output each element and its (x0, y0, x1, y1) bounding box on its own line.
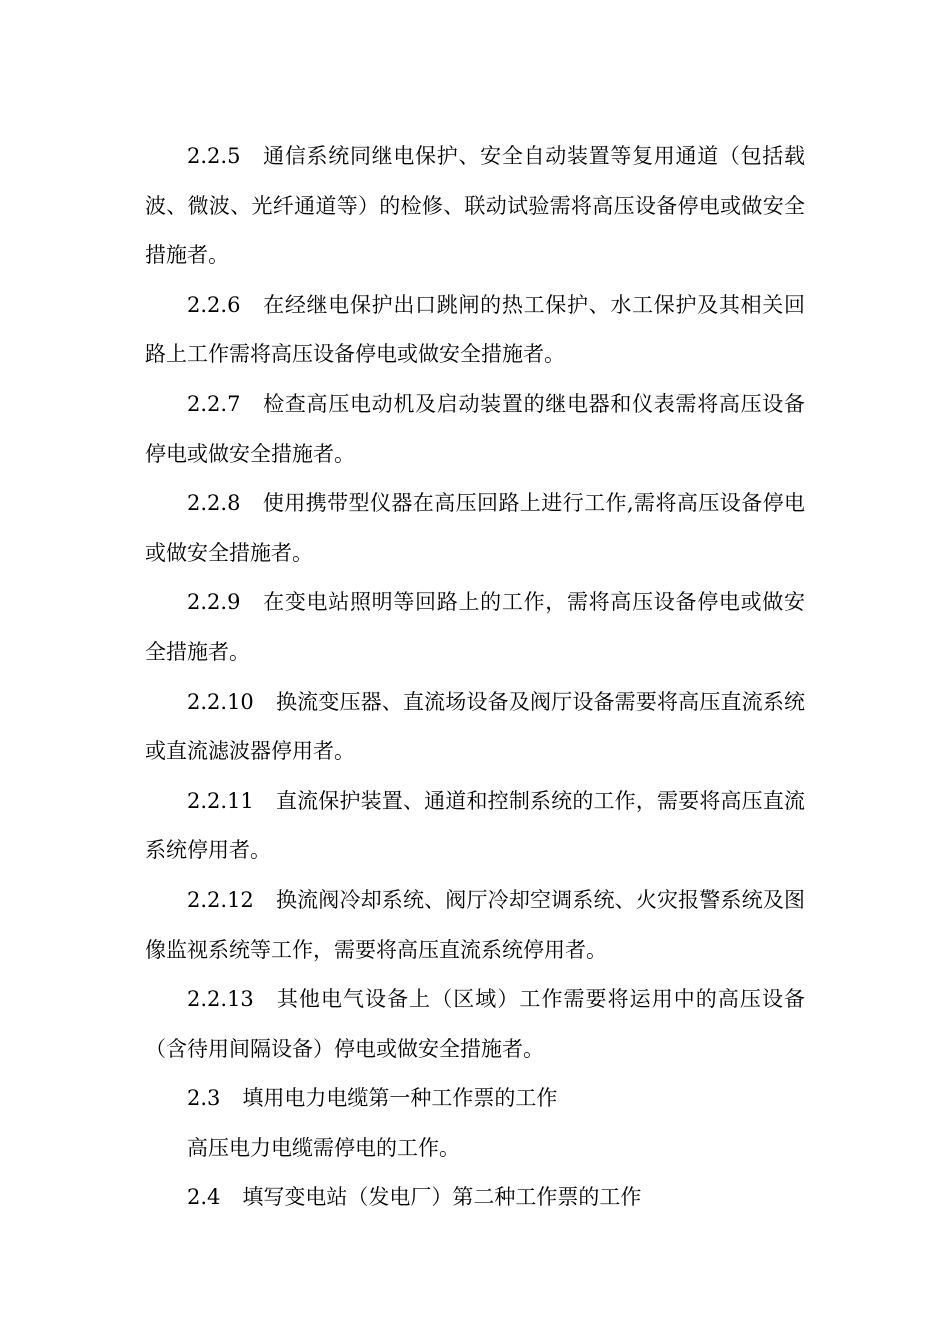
section-number: 2.4 (187, 1185, 221, 1210)
paragraph-2-2-13 (145, 975, 805, 1074)
paragraph-2-2-9 (145, 578, 805, 677)
paragraph-2-3 (145, 1074, 805, 1124)
clause-number: 2.2.13 (187, 987, 254, 1012)
section-number: 2.3 (187, 1086, 221, 1111)
paragraph-2-2-8 (145, 479, 805, 578)
clause-number: 2.2.5 (187, 144, 241, 168)
paragraph-2-3-body (145, 1124, 805, 1174)
body-text: 高压电力电缆需停电的工作。 (187, 1135, 460, 1160)
paragraph-2-2-5 (145, 132, 805, 281)
document-page (145, 132, 805, 1223)
clause-text: 换流变压器、直流场设备及阀厅设备需要将高压直流系统或直流滤波器停用者。 (145, 689, 805, 764)
clause-text: 直流保护装置、通道和控制系统的工作，需要将高压直流系统停用者。 (145, 788, 805, 863)
clause-text: 通信系统同继电保护、安全自动装置等复用通道（包括载波、微波、光纤通道等）的检修、联动试验需将高压设备停电或做安全措施者。 (145, 144, 805, 268)
clause-number: 2.2.6 (187, 292, 241, 317)
clause-number: 2.2.10 (187, 689, 254, 714)
clause-text: 其他电气设备上（区域）工作需要将运用中的高压设备（含待用间隔设备）停电或做安全措施者。 (145, 987, 805, 1061)
paragraph-2-2-6 (145, 281, 805, 380)
clause-text: 在变电站照明等回路上的工作，需将高压设备停电或做安全措施者。 (145, 590, 805, 664)
clause-number: 2.2.8 (187, 491, 241, 516)
paragraph-2-2-10 (145, 678, 805, 777)
section-heading: 填写变电站（发电厂）第二种工作票的工作 (242, 1185, 642, 1210)
clause-text: 检查高压电动机及启动装置的继电器和仪表需将高压设备停电或做安全措施者。 (145, 391, 805, 466)
clause-text: 使用携带型仪器在高压回路上进行工作,需将高压设备停电或做安全措施者。 (145, 491, 805, 565)
paragraph-2-2-12 (145, 876, 805, 975)
clause-number: 2.2.12 (187, 887, 254, 912)
paragraph-2-4 (145, 1173, 805, 1223)
clause-text: 在经继电保护出口跳闸的热工保护、水工保护及其相关回路上工作需将高压设备停电或做安全措施者。 (145, 292, 805, 367)
section-heading: 填用电力电缆第一种工作票的工作 (242, 1086, 558, 1111)
clause-text: 换流阀冷却系统、阀厅冷却空调系统、火灾报警系统及图像监视系统等工作，需要将高压直流系统停用者。 (145, 887, 805, 962)
clause-number: 2.2.7 (187, 391, 241, 416)
clause-number: 2.2.9 (187, 590, 241, 615)
clause-number: 2.2.11 (187, 788, 254, 813)
paragraph-2-2-7 (145, 380, 805, 479)
paragraph-2-2-11 (145, 777, 805, 876)
